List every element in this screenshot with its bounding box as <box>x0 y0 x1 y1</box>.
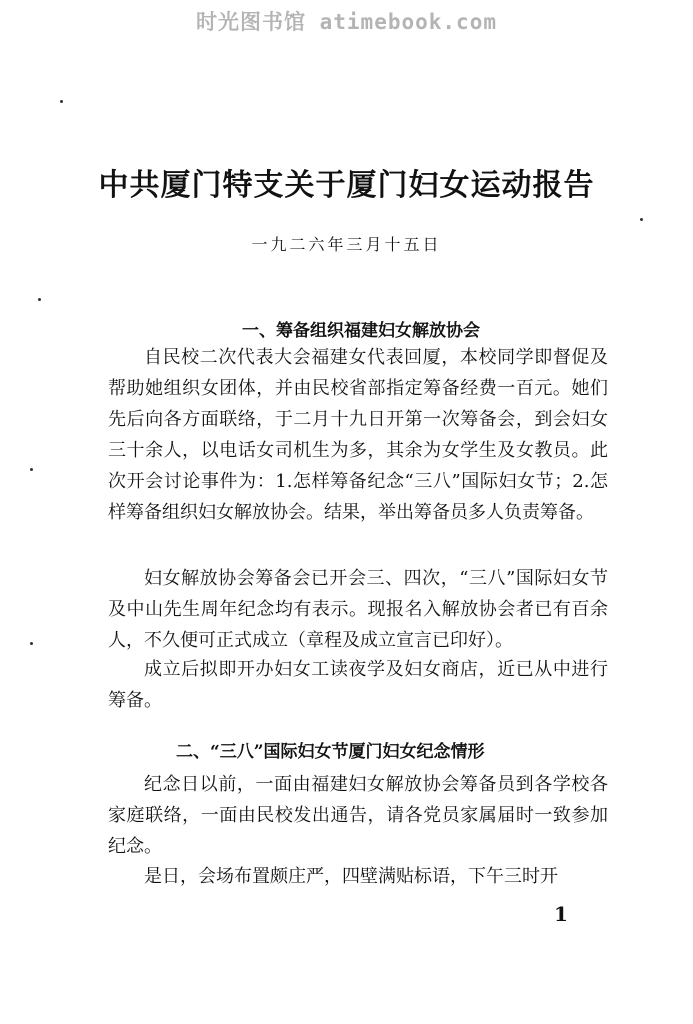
page-number: 1 <box>554 902 568 926</box>
scan-speck <box>38 298 41 301</box>
watermark: 时光图书馆 atimebook.com <box>195 10 497 34</box>
document-title: 中共厦门特支关于厦门妇女运动报告 <box>98 168 595 203</box>
scan-speck <box>60 100 63 103</box>
paragraph: 妇女解放协会筹备会已开会三、四次，“三八”国际妇女节及中山先生周年纪念均有表示。现报名入解放协会者已有百余人，不久便可正式成立（章程及成立宣言已印好）。 <box>108 568 608 651</box>
paragraph: 自民校二次代表大会福建女代表回厦，本校同学即督促及帮助她组织女团体，并由民校省部指定筹备经费一百元。她们先后向各方面联络，于二月十九日开第一次筹备会，到会妇女三十余人，以电话女司机生为多，其余为女学生及女教员。此次开会讨论事件为：1.怎样筹备纪念“三八”国际妇女节；2.怎样筹备组织妇女解放协会。结果，举出筹备员多人负责筹备。 <box>108 347 608 523</box>
scan-speck <box>30 468 33 471</box>
paragraph: 纪念日以前，一面由福建妇女解放协会筹备员到各学校各家庭联络，一面由民校发出通告，请各党员家属届时一致参加纪念。 <box>108 774 608 857</box>
section-heading-1: 一、筹备组织福建妇女解放协会 <box>242 321 480 341</box>
scan-speck <box>30 642 33 645</box>
section-heading-2: 二、“三八”国际妇女节厦门妇女纪念情形 <box>176 742 485 762</box>
scan-speck <box>640 218 643 221</box>
paragraph: 是日，会场布置颇庄严，四壁满贴标语，下午三时开 <box>144 866 558 887</box>
document-date: 一九二六年三月十五日 <box>251 235 442 254</box>
paragraph: 成立后拟即开办妇女工读夜学及妇女商店，近已从中进行筹备。 <box>108 659 608 711</box>
